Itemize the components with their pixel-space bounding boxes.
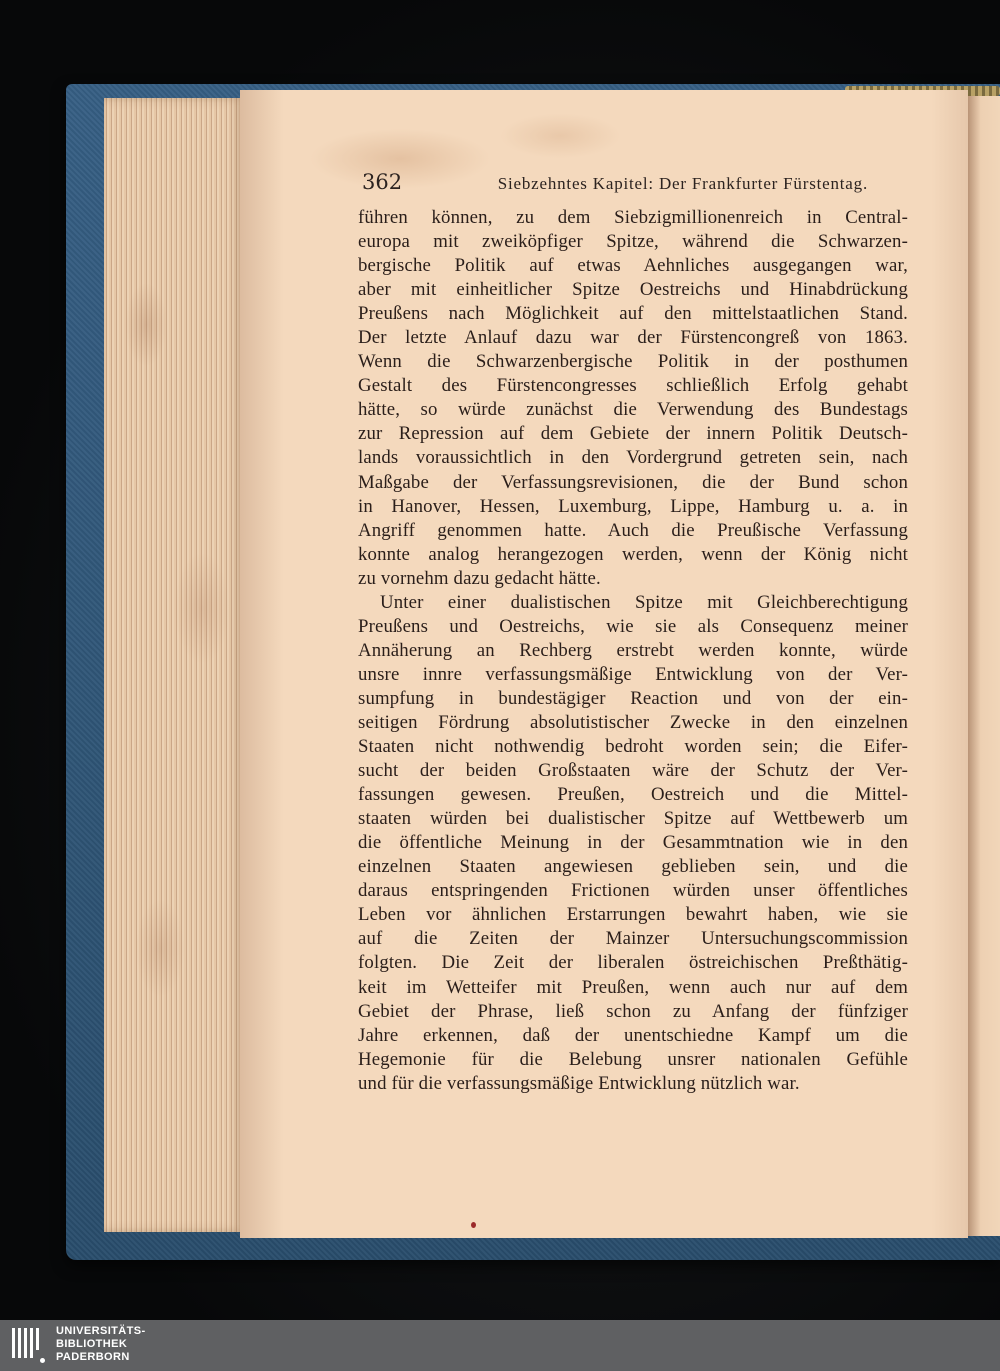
chapter-title: Siebzehntes Kapitel: Der Frankfurter Fürstentag.: [497, 174, 868, 193]
facing-page-edge: [968, 96, 1000, 1236]
ink-spot: [471, 1222, 476, 1228]
text-line: staaten würden bei dualistischer Spitze auf Wettbewerb um: [358, 808, 908, 830]
text-line: konnte analog herangezogen werden, wenn der König nicht: [358, 543, 908, 565]
text-line: führen können, zu dem Siebzigmillionenreich in Central-: [358, 207, 908, 228]
text-line: fassungen gewesen. Preußen, Oestreich und die Mittel-: [358, 784, 908, 806]
text-line: Annäherung an Rechberg erstrebt werden konnte, würde: [358, 639, 908, 661]
page-edges: [104, 98, 244, 1232]
text-line: und für die verfassungsmäßige Entwicklung nützlich war.: [358, 1072, 800, 1094]
text-line: einzelnen Staaten angewiesen geblieben sein, und die: [358, 856, 908, 878]
text-line: unsre innre verfassungsmäßige Entwicklung von der Ver-: [358, 663, 908, 685]
library-name: [56, 1325, 146, 1364]
text-line: aber mit einheitlicher Spitze Oestreichs und Hinabdrückung: [358, 279, 908, 301]
text-line: lands voraussichtlich in den Vordergrund getreten sein, nach: [358, 447, 908, 469]
text-line: Gebiet der Phrase, ließ schon zu Anfang der fünfziger: [358, 1000, 908, 1022]
text-line: Staaten nicht nothwendig bedroht worden sein; die Eifer-: [358, 736, 908, 758]
text-line: Hegemonie für die Belebung unsrer nationalen Gefühle: [358, 1048, 908, 1070]
text-line: Jahre erkennen, daß der unentschiedne Kampf um die: [358, 1024, 908, 1046]
body-text: [358, 206, 908, 1096]
library-name-line: PADERBORN: [56, 1351, 130, 1363]
text-line: Maßgabe der Verfassungsrevisionen, die der Bund schon: [358, 471, 908, 493]
text-line: in Hanover, Hessen, Luxemburg, Lippe, Hamburg u. a. in: [358, 495, 908, 517]
text-line: Gestalt des Fürstencongresses schließlich Erfolg gehabt: [358, 375, 908, 397]
text-line: zu vornehm dazu gedacht hätte.: [358, 567, 601, 589]
text-line: zur Repression auf dem Gebiete der innern Politik Deutsch-: [358, 423, 908, 445]
text-line: Preußens nach Möglichkeit auf den mittelstaatlichen Stand.: [358, 303, 908, 325]
text-line: sucht der beiden Großstaaten wäre der Schutz der Ver-: [358, 760, 908, 782]
text-line: seitigen Fördrung absolutistischer Zwecke in den einzelnen: [358, 711, 908, 733]
text-line: Wenn die Schwarzenbergische Politik in der posthumen: [358, 351, 908, 373]
running-head: [362, 170, 868, 194]
text-line: Unter einer dualistischen Spitze mit Gleichberechtigung: [380, 591, 908, 613]
library-logo-icon: [12, 1328, 48, 1364]
text-line: europa mit zweiköpfiger Spitze, während die Schwarzen-: [358, 231, 908, 253]
text-line: Angriff genommen hatte. Auch die Preußische Verfassung: [358, 519, 908, 541]
text-line: die öffentliche Meinung in der Gesammtnation wie in den: [358, 832, 908, 854]
text-line: Der letzte Anlauf dazu war der Fürstencongreß von 1863.: [358, 327, 908, 349]
library-name-line: UNIVERSITÄTS-: [56, 1325, 146, 1337]
text-line: bergische Politik auf etwas Aehnliches ausgegangen war,: [358, 255, 908, 277]
text-line: keit im Wetteifer mit Preußen, wenn auch nur auf dem: [358, 976, 908, 998]
text-line: folgten. Die Zeit der liberalen östreichischen Preßthätig-: [358, 952, 908, 974]
text-line: Leben vor ähnlichen Erstarrungen bewahrt haben, wie sie: [358, 904, 908, 926]
page-number: 362: [362, 170, 403, 194]
text-line: hätte, so würde zunächst die Verwendung des Bundestags: [358, 399, 908, 421]
library-name-line: BIBLIOTHEK: [56, 1338, 128, 1350]
marbled-edge: [104, 98, 244, 1232]
text-line: sumpfung in bundestägiger Reaction und von der ein-: [358, 687, 908, 709]
text-line: Preußens und Oestreichs, wie sie als Consequenz meiner: [358, 615, 908, 637]
text-line: auf die Zeiten der Mainzer Untersuchungscommission: [358, 928, 908, 950]
footer-bar: [0, 1320, 1000, 1371]
text-line: daraus entspringenden Frictionen würden unser öffentliches: [358, 880, 908, 902]
